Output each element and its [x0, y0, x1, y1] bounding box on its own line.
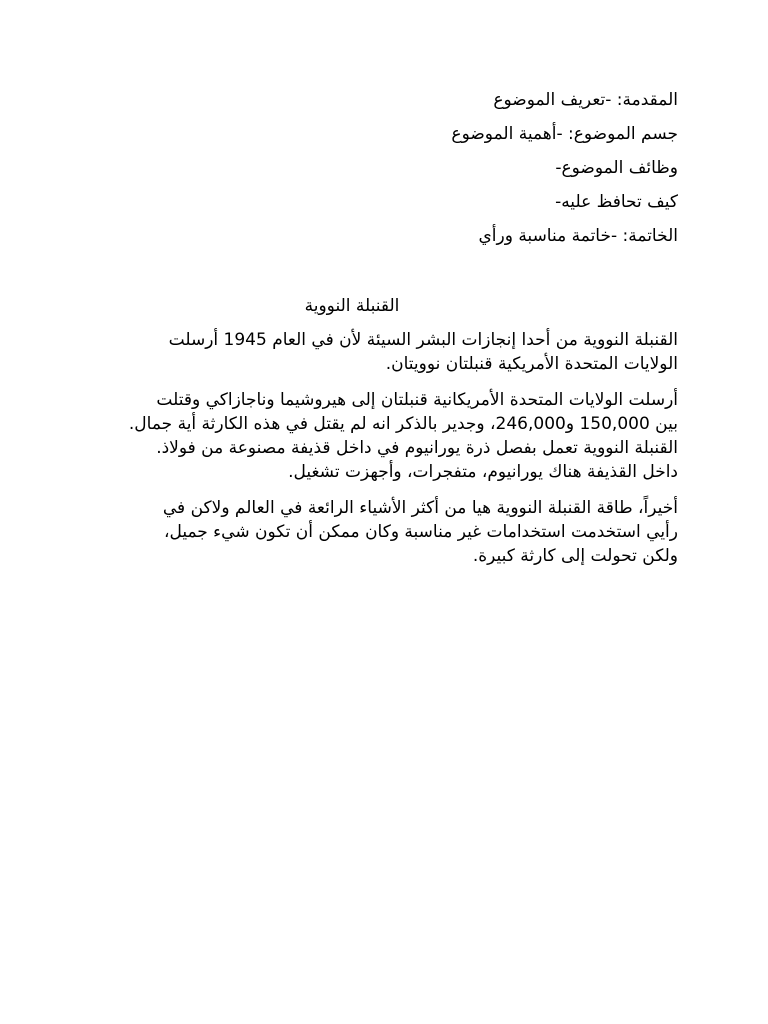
- paragraph-line: الولايات المتحدة الأمريكية قنبلتان نوويتان.: [385, 354, 678, 374]
- outline-line-body: جسم الموضوع: -أهمية الموضوع: [451, 124, 678, 144]
- outline-line-functions: وظائف الموضوع-: [555, 158, 678, 178]
- section-spacer: [96, 258, 678, 294]
- paragraph-line: أخيراً، طاقة القنبلة النووية هيا من أكثر الأشياء الرائعة في العالم ولاكن في: [162, 498, 678, 518]
- paragraph-line: رأيي استخدمت استخدامات غير مناسبة وكان ممكن أن تكون شيء جميل،: [163, 522, 678, 542]
- document-title: القنبلة النووية: [304, 296, 400, 316]
- paragraph-line: القنبلة النووية من أحدا إنجازات البشر السيئة لأن في العام 1945 أرسلت: [168, 330, 678, 350]
- paragraph-conclusion: [96, 496, 678, 568]
- document-body: [96, 88, 678, 580]
- paragraph-body: [96, 388, 678, 484]
- outline: [96, 88, 678, 248]
- outline-line-preservation: كيف تحافظ عليه-: [555, 192, 678, 212]
- paragraph-line: بين 150,000 و246,000، وجدير بالذكر انه لم يقتل في هذه الكارثة أية جمال.: [128, 414, 678, 434]
- paragraph-line: داخل القذيفة هناك يورانيوم، متفجرات، وأجهزت تشغيل.: [288, 462, 678, 482]
- outline-line-conclusion: الخاتمة: -خاتمة مناسبة ورأي: [478, 226, 678, 246]
- paragraph-line: ولكن تحولت إلى كارثة كبيرة.: [472, 546, 678, 566]
- paragraph-line: القنبلة النووية تعمل بفصل ذرة يورانيوم في داخل قذيفة مصنوعة من فولاذ.: [156, 438, 678, 458]
- outline-line-introduction: المقدمة: -تعريف الموضوع: [493, 90, 678, 110]
- paragraph-intro: [96, 328, 678, 376]
- paragraph-line: أرسلت الولايات المتحدة الأمريكانية قنبلتان إلى هيروشيما وناجازاكي وقتلت: [156, 390, 678, 410]
